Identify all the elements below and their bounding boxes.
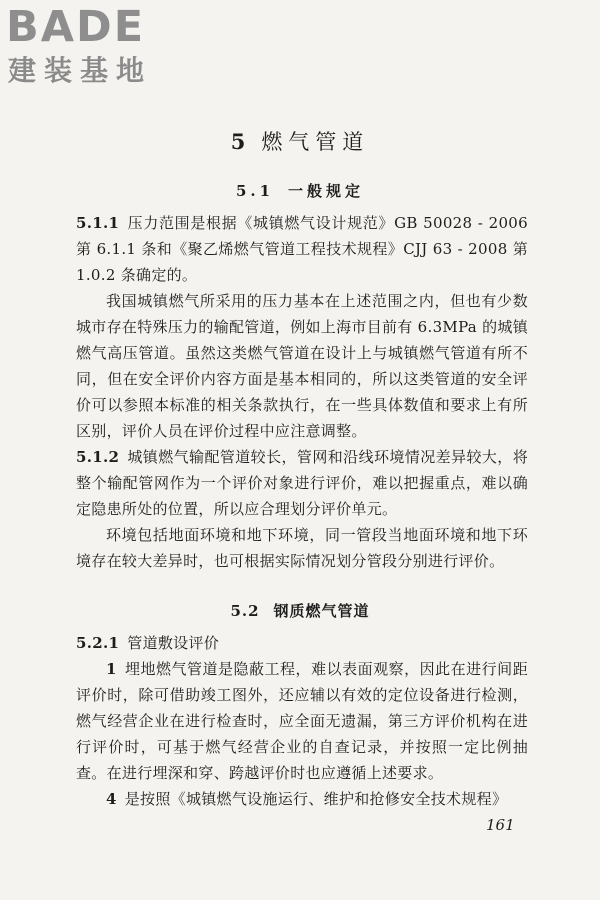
list-item-1: [76, 656, 528, 786]
section-5-2-body: [76, 630, 528, 812]
section-number: 5.1: [235, 182, 275, 200]
page-number: 161: [486, 816, 515, 834]
clause-number: 5.1.2: [76, 448, 120, 466]
chapter-title-text: 燃气管道: [261, 130, 370, 154]
paragraph-text: 压力范围是根据《城镇燃气设计规范》GB 50028 - 2006 第 6.1.1 条和《聚乙烯燃气管道工程技术规程》CJJ 63 - 2008 第 1.0.2 条确定的。: [76, 214, 528, 284]
paragraph-5-1-1: [76, 210, 528, 288]
logo-chinese-text: 建装基地: [8, 54, 153, 87]
paragraph: 我国城镇燃气所采用的压力基本在上述范围之内，但也有少数城市存在特殊压力的输配管道，例如上海市目前有 6.3MPa 的城镇燃气高压管道。虽然这类燃气管道在设计上与城镇燃气管道有所不同，但在安全评价内容方面是基本相同的，所以这类管道的安全评价可以参照本标准的相关条款执行，在一些具体数值和要求上有所区别，评价人员在评价过程中应注意调整。: [76, 292, 529, 440]
item-text: 是按照《城镇燃气设施运行、维护和抢修安全技术规程》: [124, 790, 508, 808]
item-number: 1: [106, 660, 117, 678]
section-title-5-1: [0, 180, 600, 201]
publisher-logo: [6, 2, 176, 92]
paragraph-5-1-2: [76, 444, 528, 522]
clause-number: 5.2.1: [76, 634, 120, 652]
paragraph: 环境包括地面环境和地下环境，同一管段当地面环境和地下环境存在较大差异时，也可根据实际情况划分管段分别进行评价。: [76, 526, 528, 570]
chapter-number: 5: [230, 129, 252, 154]
item-number: 4: [106, 790, 117, 808]
item-text: 埋地燃气管道是隐蔽工程，难以表面观察，因此在进行间距评价时，除可借助竣工图外，还应辅以有效的定位设备进行检测，燃气经营企业在进行检查时，应全面无遗漏，第三方评价机构在进行评价时，可基于燃气经营企业的自查记录，并按照一定比例抽查。在进行埋深和穿、跨越评价时也应遵循上述要求。: [76, 660, 528, 782]
section-title-5-2: [0, 600, 600, 621]
paragraph-text: 管道敷设评价: [127, 634, 220, 652]
section-5-1-body: [76, 210, 528, 574]
logo-latin-text: BADE: [6, 2, 146, 52]
list-item-4: [76, 786, 528, 812]
paragraph-5-2-1: [76, 630, 528, 656]
section-number: 5.2: [230, 602, 260, 620]
chapter-title: [0, 126, 600, 156]
paragraph-text: 城镇燃气输配管道较长，管网和沿线环境情况差异较大，将整个输配管网作为一个评价对象进行评价，难以把握重点，难以确定隐患所处的位置，所以应合理划分评价单元。: [76, 448, 528, 518]
section-title-text: 一般规定: [288, 182, 365, 200]
clause-number: 5.1.1: [76, 214, 120, 232]
section-title-text: 钢质燃气管道: [273, 602, 370, 620]
